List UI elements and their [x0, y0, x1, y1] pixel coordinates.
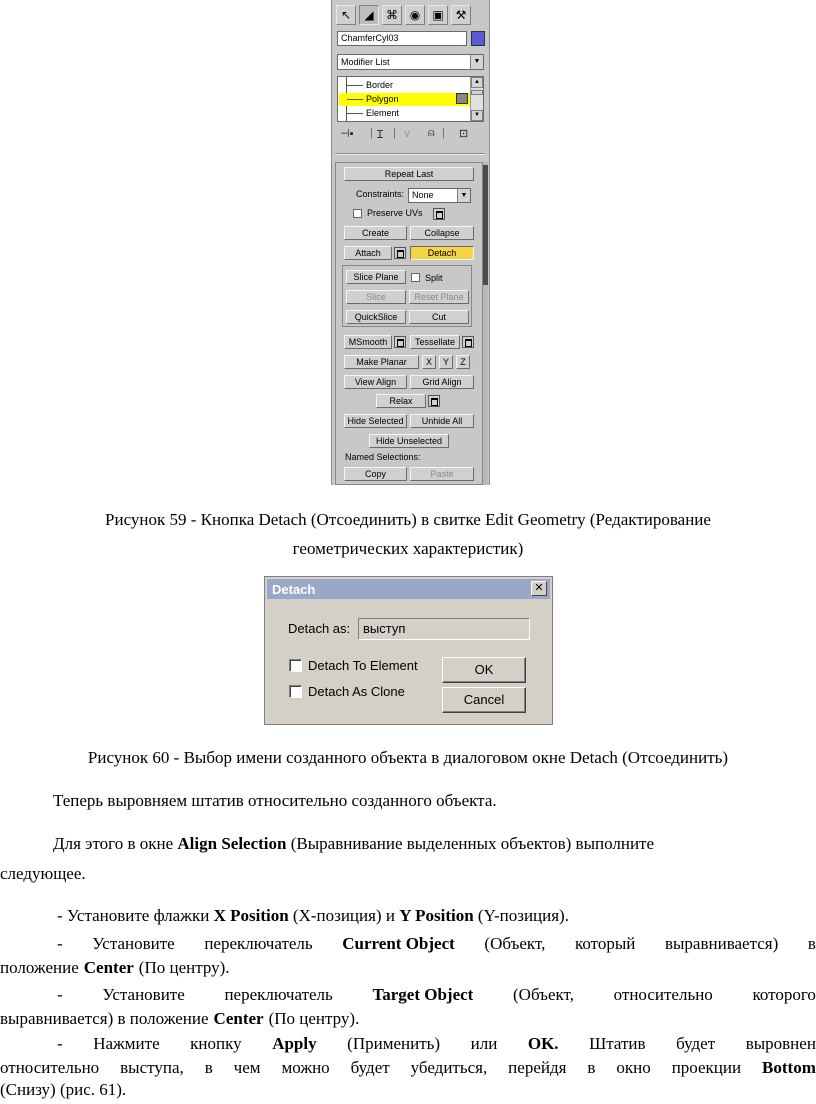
modifier-list-label: Modifier List	[341, 57, 390, 67]
text-run: (Y-позиция).	[473, 906, 569, 925]
text-run: выравнивается) в положение	[0, 1009, 209, 1028]
separator-icon: |	[393, 127, 396, 139]
text-run-bold: Align Selection	[177, 834, 287, 853]
object-name-field[interactable]: ChamferCyl03	[337, 31, 467, 46]
stack-item-border[interactable]: Border	[339, 79, 471, 92]
modifier-list-dropdown[interactable]	[337, 54, 484, 70]
text-run: Штатив	[589, 1034, 646, 1053]
bullet-4-line2	[0, 1056, 816, 1080]
text-run: который	[574, 934, 636, 953]
bullet-4-line1	[0, 1032, 816, 1056]
detach-as-input[interactable]: выступ	[358, 618, 530, 640]
text-run: которого	[752, 985, 816, 1004]
text-run: кнопку	[190, 1034, 242, 1053]
text-run-bold: X Position	[213, 906, 289, 925]
figure-59-caption-line2: геометрических характеристик)	[292, 539, 524, 558]
stack-item-polygon[interactable]: Polygon	[339, 93, 471, 106]
named-selections-label: Named Selections:	[345, 452, 421, 462]
ok-button[interactable]: OK	[442, 657, 526, 683]
text-run-bold: OK.	[527, 1034, 559, 1053]
modify-icon[interactable]: ◢	[359, 5, 379, 25]
text-run: или	[470, 1034, 498, 1053]
split-checkbox[interactable]	[411, 273, 420, 282]
separator-icon: |	[370, 127, 373, 139]
text-run: Нажмите	[93, 1034, 160, 1053]
constraints-dropdown[interactable]	[408, 188, 471, 203]
text-run: выступа,	[120, 1058, 184, 1077]
separator-icon: |	[442, 127, 445, 139]
text-run: (Объект,	[484, 934, 546, 953]
bullet-1	[57, 904, 569, 928]
copy-button[interactable]: Copy	[344, 467, 407, 481]
text-run: -	[57, 1034, 63, 1053]
text-run-bold: Apply	[272, 1034, 317, 1053]
make-unique-icon[interactable]: ∨	[403, 128, 412, 140]
detach-to-element-checkbox[interactable]	[289, 659, 302, 672]
text-run: (Выравнивание выделенных объектов) выполните	[286, 834, 655, 853]
text-run-bold: Y Position	[399, 906, 474, 925]
text-run: -	[57, 934, 63, 953]
create-button[interactable]: Create	[344, 226, 407, 240]
detach-to-element-label: Detach To Element	[308, 658, 418, 673]
repeat-last-button[interactable]: Repeat Last	[344, 167, 474, 181]
text-run: - Установите флажки	[57, 906, 214, 925]
planar-z-button[interactable]: Z	[456, 355, 470, 369]
dialog-titlebar	[267, 579, 550, 599]
stack-item-element[interactable]: Element	[339, 107, 471, 120]
text-run-bold: Center	[213, 1009, 264, 1028]
figure-59-caption-line1: Рисунок 59 - Кнопка Detach (Отсоединить) в свитке Edit Geometry (Редактирование	[105, 510, 711, 529]
relax-settings-icon[interactable]	[428, 395, 440, 407]
bullet-2-line1	[0, 932, 816, 956]
create-icon[interactable]: ↖	[336, 5, 356, 25]
text-run: в	[204, 1058, 213, 1077]
constraints-label: Constraints:	[356, 189, 405, 199]
text-run: относительно	[613, 985, 713, 1004]
remove-modifier-icon[interactable]: ⍝	[428, 127, 435, 139]
planar-y-button[interactable]: Y	[439, 355, 453, 369]
scroll-down-icon[interactable]: ▼	[471, 110, 483, 121]
show-end-result-icon[interactable]: Ɪ	[377, 129, 384, 141]
text-run-bold: Target Object	[372, 985, 474, 1004]
bullet-2-line2	[0, 956, 816, 980]
pin-stack-icon[interactable]: ⊣▪	[340, 128, 354, 140]
paragraph-1: Теперь выровняем штатив относительно созданного объекта.	[53, 791, 497, 810]
text-run: переключатель	[224, 985, 333, 1004]
text-run-bold: Bottom	[762, 1058, 816, 1077]
preserve-uvs-checkbox[interactable]	[353, 209, 362, 218]
paragraph-2-end: следующее.	[0, 864, 86, 883]
modifier-stack	[337, 76, 484, 122]
text-run: в	[807, 934, 816, 953]
text-run: будет	[676, 1034, 716, 1053]
quickslice-button[interactable]: QuickSlice	[346, 310, 406, 324]
attach-button[interactable]: Attach	[344, 246, 392, 260]
text-run: можно	[281, 1058, 330, 1077]
bullet-4-line3: (Снизу) (рис. 61).	[0, 1080, 127, 1099]
scroll-up-icon[interactable]: ▲	[471, 77, 483, 88]
paste-button[interactable]: Paste	[410, 467, 474, 481]
text-run: (X-позиция) и	[288, 906, 400, 925]
attach-settings-icon[interactable]	[394, 247, 406, 259]
close-icon[interactable]: ✕	[531, 581, 547, 596]
slice-plane-button[interactable]: Slice Plane	[346, 270, 406, 284]
dialog-title: Detach	[272, 582, 316, 597]
utilities-icon[interactable]: ⚒	[451, 5, 471, 25]
view-align-button[interactable]: View Align	[344, 375, 407, 389]
configure-sets-icon[interactable]: ⊡	[459, 128, 469, 140]
text-run-bold: Current Object	[342, 934, 455, 953]
bullet-3-line1	[0, 983, 816, 1007]
planar-x-button[interactable]: X	[422, 355, 436, 369]
text-run: положение	[0, 958, 79, 977]
settings-box-icon[interactable]	[433, 208, 445, 220]
text-run: выравнивается)	[664, 934, 779, 953]
hierarchy-icon[interactable]: ⌘	[382, 5, 402, 25]
tessellate-settings-icon[interactable]	[462, 336, 474, 348]
text-run: относительно	[0, 1058, 100, 1077]
motion-icon[interactable]: ◉	[405, 5, 425, 25]
grid-align-button[interactable]: Grid Align	[410, 375, 474, 389]
preserve-uvs-label: Preserve UVs	[367, 208, 423, 218]
text-run: (Применить)	[347, 1034, 441, 1053]
scroll-thumb[interactable]	[471, 90, 483, 95]
slice-button[interactable]: Slice	[346, 290, 406, 304]
text-run: переключатель	[204, 934, 313, 953]
relax-button[interactable]: Relax	[376, 394, 426, 408]
split-label: Split	[425, 273, 443, 283]
collapse-button[interactable]: Collapse	[410, 226, 474, 240]
text-run: в	[587, 1058, 596, 1077]
constraints-value: None	[412, 190, 434, 200]
text-run: (По центру).	[268, 1009, 360, 1028]
text-run: Для этого в окне	[53, 834, 178, 853]
text-run: чем	[233, 1058, 261, 1077]
msmooth-settings-icon[interactable]	[394, 336, 406, 348]
divider	[335, 153, 485, 155]
text-run: (По центру).	[138, 958, 230, 977]
text-run: проекции	[671, 1058, 742, 1077]
hide-unselected-button[interactable]: Hide Unselected	[369, 434, 449, 448]
panel-scrollbar-thumb[interactable]	[483, 165, 488, 285]
unhide-all-button[interactable]: Unhide All	[410, 414, 474, 428]
display-icon[interactable]: ▣	[428, 5, 448, 25]
text-run: Установите	[102, 985, 185, 1004]
text-run: убедиться,	[410, 1058, 488, 1077]
object-color-swatch[interactable]	[471, 31, 485, 46]
chevron-down-icon: ▼	[470, 55, 483, 69]
detach-dialog	[264, 576, 553, 725]
detach-button[interactable]: Detach	[410, 246, 474, 260]
detach-as-clone-label: Detach As Clone	[308, 684, 405, 699]
detach-as-clone-checkbox[interactable]	[289, 685, 302, 698]
stack-scrollbar[interactable]	[470, 77, 483, 121]
cancel-button[interactable]: Cancel	[442, 687, 526, 713]
bullet-3-line2	[0, 1007, 816, 1031]
hide-selected-button[interactable]: Hide Selected	[344, 414, 407, 428]
msmooth-button[interactable]: MSmooth	[344, 335, 392, 349]
reset-plane-button[interactable]: Reset Plane	[409, 290, 469, 304]
text-run: будет	[350, 1058, 390, 1077]
text-run: выровнен	[745, 1034, 816, 1053]
text-run: окно	[616, 1058, 651, 1077]
text-run: (Объект,	[513, 985, 574, 1004]
text-run-bold: Center	[83, 958, 134, 977]
figure-60-caption: Рисунок 60 - Выбор имени созданного объекта в диалоговом окне Detach (Отсоединить)	[87, 748, 729, 767]
text-run: Установите	[92, 934, 175, 953]
command-panel	[331, 0, 490, 485]
paragraph-2	[53, 832, 654, 856]
text-run: перейдя	[508, 1058, 567, 1077]
make-planar-button[interactable]: Make Planar	[344, 355, 419, 369]
detach-as-label: Detach as:	[288, 621, 351, 636]
cut-button[interactable]: Cut	[409, 310, 469, 324]
text-run: -	[57, 985, 63, 1004]
chevron-down-icon: ▼	[457, 189, 470, 202]
subobject-icon	[456, 93, 468, 104]
tessellate-button[interactable]: Tessellate	[410, 335, 460, 349]
